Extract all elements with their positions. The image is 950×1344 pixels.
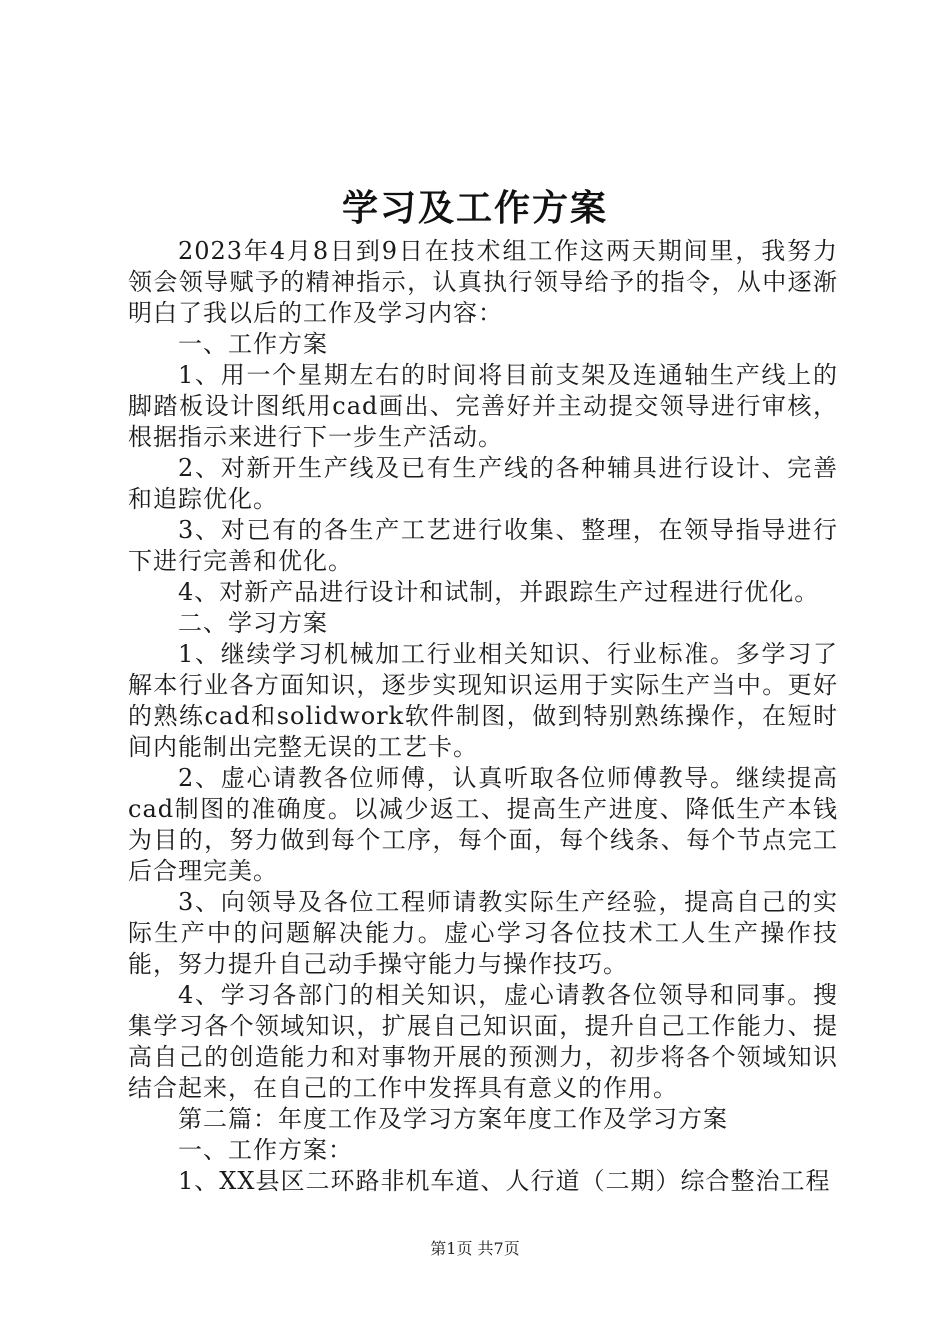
paragraph-intro: 2023年4月8日到9日在技术组工作这两天期间里，我努力领会领导赋予的精神指示，认真执行领导给予的指令，从中逐渐明白了我以后的工作及学习内容：: [128, 237, 838, 327]
paragraph-work-4: 4、对新产品进行设计和试制，并跟踪生产过程进行优化。: [178, 578, 820, 606]
section-heading-work-plan: 一、工作方案: [178, 330, 328, 358]
paragraph-work-3: 3、对已有的各生产工艺进行收集、整理，在领导指导进行下进行完善和优化。: [128, 516, 838, 575]
section-heading-part-two: 第二篇：年度工作及学习方案年度工作及学习方案: [178, 1105, 728, 1133]
paragraph-study-1: 1、继续学习机械加工行业相关知识、行业标准。多学习了解本行业各方面知识，逐步实现知识运用于实际生产当中。更好的熟练cad和solidwork软件制图，做到特别熟练操作，在短时间内能制出完整无误的工艺卡。: [128, 640, 838, 761]
section-heading-work-plan-2: 一、工作方案：: [178, 1136, 353, 1164]
page-footer: 第1页 共7页: [430, 1239, 520, 1258]
paragraph-project-1: 1、XX县区二环路非机车道、人行道（二期）综合整治工程: [178, 1167, 831, 1195]
paragraph-work-2: 2、对新开生产线及已有生产线的各种辅具进行设计、完善和追踪优化。: [128, 454, 838, 513]
section-heading-study-plan: 二、学习方案: [178, 609, 328, 637]
paragraph-study-4: 4、学习各部门的相关知识，虚心请教各位领导和同事。搜集学习各个领域知识，扩展自己知识面，提升自己工作能力、提高自己的创造能力和对事物开展的预测力，初步将各个领域知识结合起来，在自己的工作中发挥具有意义的作用。: [128, 981, 838, 1102]
document-body: [128, 236, 838, 1197]
paragraph-study-3: 3、向领导及各位工程师请教实际生产经验，提高自己的实际生产中的问题解决能力。虚心学习各位技术工人生产操作技能，努力提升自己动手操守能力与操作技巧。: [128, 888, 838, 978]
document-title: 学习及工作方案: [341, 187, 608, 229]
paragraph-study-2: 2、虚心请教各位师傅，认真听取各位师傅教导。继续提高cad制图的准确度。以减少返工、提高生产进度、降低生产本钱为目的，努力做到每个工序，每个面，每个线条、每个节点完工后合理完美。: [128, 764, 838, 885]
paragraph-work-1: 1、用一个星期左右的时间将目前支架及连通轴生产线上的脚踏板设计图纸用cad画出、完善好并主动提交领导进行审核，根据指示来进行下一步生产活动。: [128, 361, 838, 451]
